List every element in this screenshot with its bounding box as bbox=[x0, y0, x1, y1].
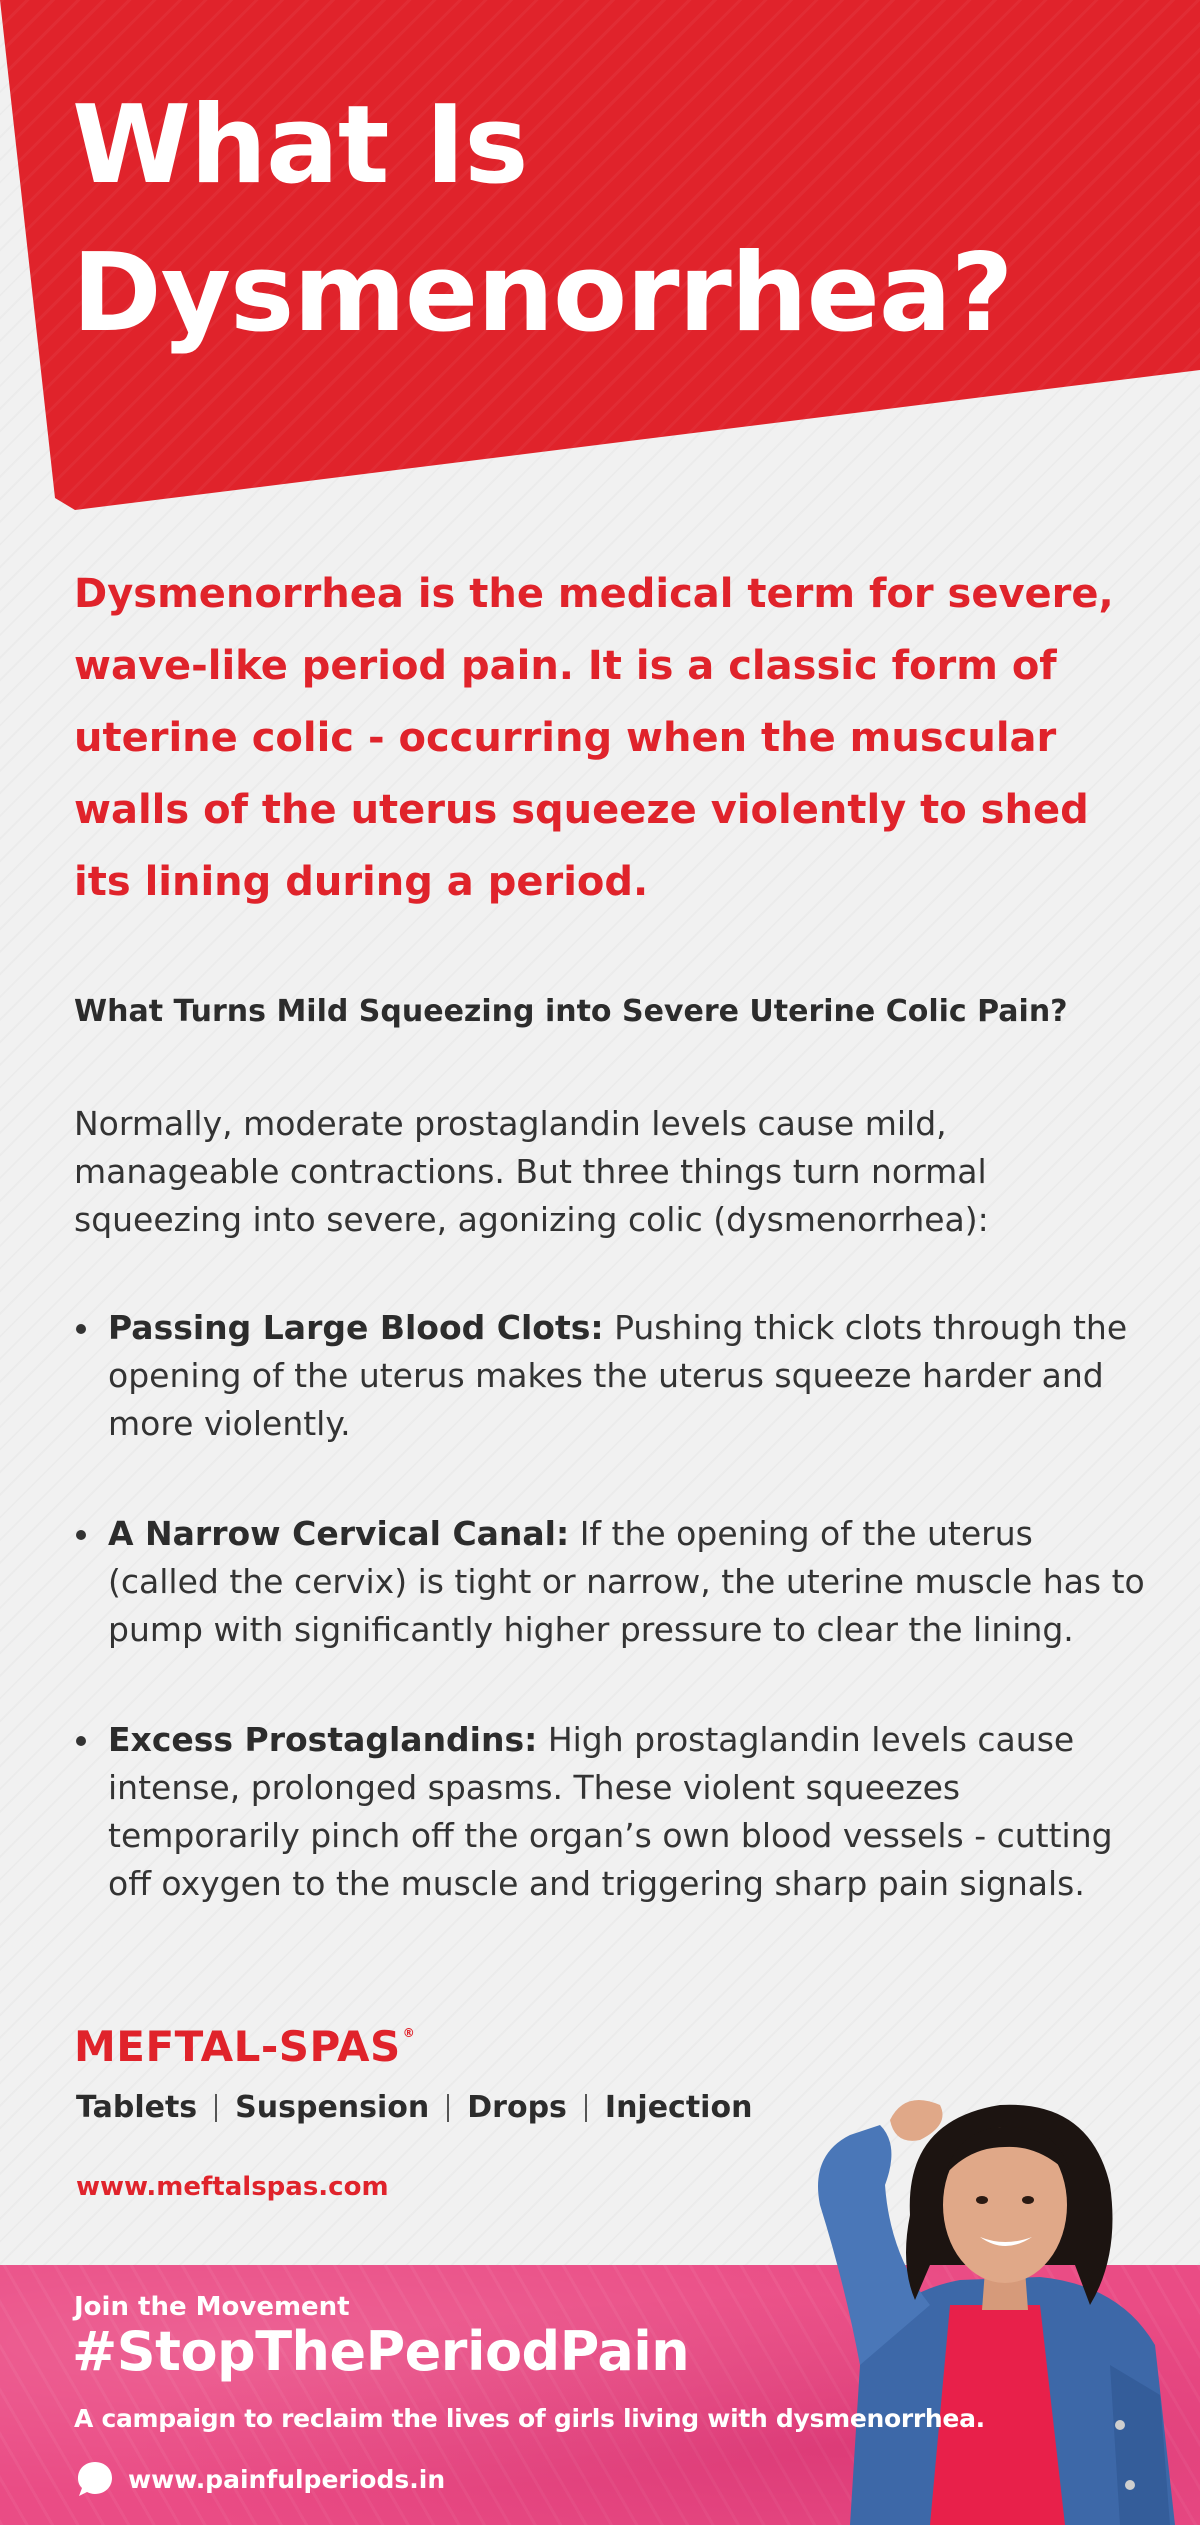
product-forms bbox=[76, 2090, 752, 2125]
product-divider bbox=[447, 2094, 449, 2122]
cause-text: If the opening of the uterus (called the cervix) is tight or narrow, the uterine muscle has to pump with significantly higher pressure to clear the lining. bbox=[108, 1514, 1145, 1649]
product-tablets: Tablets bbox=[76, 2090, 198, 2125]
registered-mark: ® bbox=[402, 2026, 416, 2040]
cause-item-blood-clots bbox=[74, 1304, 1154, 1448]
product-suspension: Suspension bbox=[235, 2090, 430, 2125]
product-divider bbox=[215, 2094, 217, 2122]
product-injection: Injection bbox=[604, 2090, 753, 2125]
cause-list bbox=[74, 1304, 1154, 1970]
movement-label: Join the Movement bbox=[74, 2292, 350, 2322]
girl-photo bbox=[790, 2065, 1200, 2525]
cause-title: Excess Prostaglandins: bbox=[108, 1720, 538, 1759]
product-drops: Drops bbox=[467, 2090, 567, 2125]
product-divider bbox=[585, 2094, 587, 2122]
chat-bubble-icon bbox=[74, 2458, 116, 2500]
cause-title: A Narrow Cervical Canal: bbox=[108, 1514, 570, 1553]
page-title-line-1: What Is bbox=[72, 83, 528, 208]
campaign-website-link[interactable]: www.painfulperiods.in bbox=[128, 2464, 446, 2494]
campaign-hashtag: #StopThePeriodPain bbox=[72, 2320, 690, 2383]
cause-title: Passing Large Blood Clots: bbox=[108, 1308, 604, 1347]
lead-paragraph: Normally, moderate prostaglandin levels cause mild, manageable contractions. But three things turn normal squeezing into severe, agonizing colic (dysmenorrhea): bbox=[74, 1104, 989, 1239]
cause-text: High prostaglandin levels cause intense, prolonged spasms. These violent squeezes temporarily pinch off the organ’s own blood vessels - cutting off oxygen to the muscle and triggering sharp pain signals. bbox=[108, 1720, 1113, 1903]
intro-paragraph: Dysmenorrhea is the medical term for severe, wave-like period pain. It is a classic form of uterine colic - occurring when the muscular walls of the uterus squeeze violently to shed its lining during a period. bbox=[74, 571, 1114, 905]
section-heading: What Turns Mild Squeezing into Severe Uterine Colic Pain? bbox=[74, 994, 1068, 1029]
campaign-tagline: A campaign to reclaim the lives of girls living with dysmenorrhea. bbox=[74, 2404, 985, 2433]
campaign-link-row[interactable] bbox=[74, 2458, 445, 2500]
cause-text: Pushing thick clots through the opening of the uterus makes the uterus squeeze harder and more violently. bbox=[108, 1308, 1128, 1443]
brand-logo bbox=[74, 2022, 415, 2071]
page-title bbox=[72, 72, 1152, 368]
brand-name: MEFTAL-SPAS bbox=[74, 2022, 401, 2071]
brand-website-link[interactable]: www.meftalspas.com bbox=[76, 2172, 389, 2202]
page-title-line-2: Dysmenorrhea? bbox=[72, 231, 1013, 356]
cause-item-prostaglandins bbox=[74, 1716, 1154, 1908]
cause-item-cervical-canal bbox=[74, 1510, 1154, 1654]
